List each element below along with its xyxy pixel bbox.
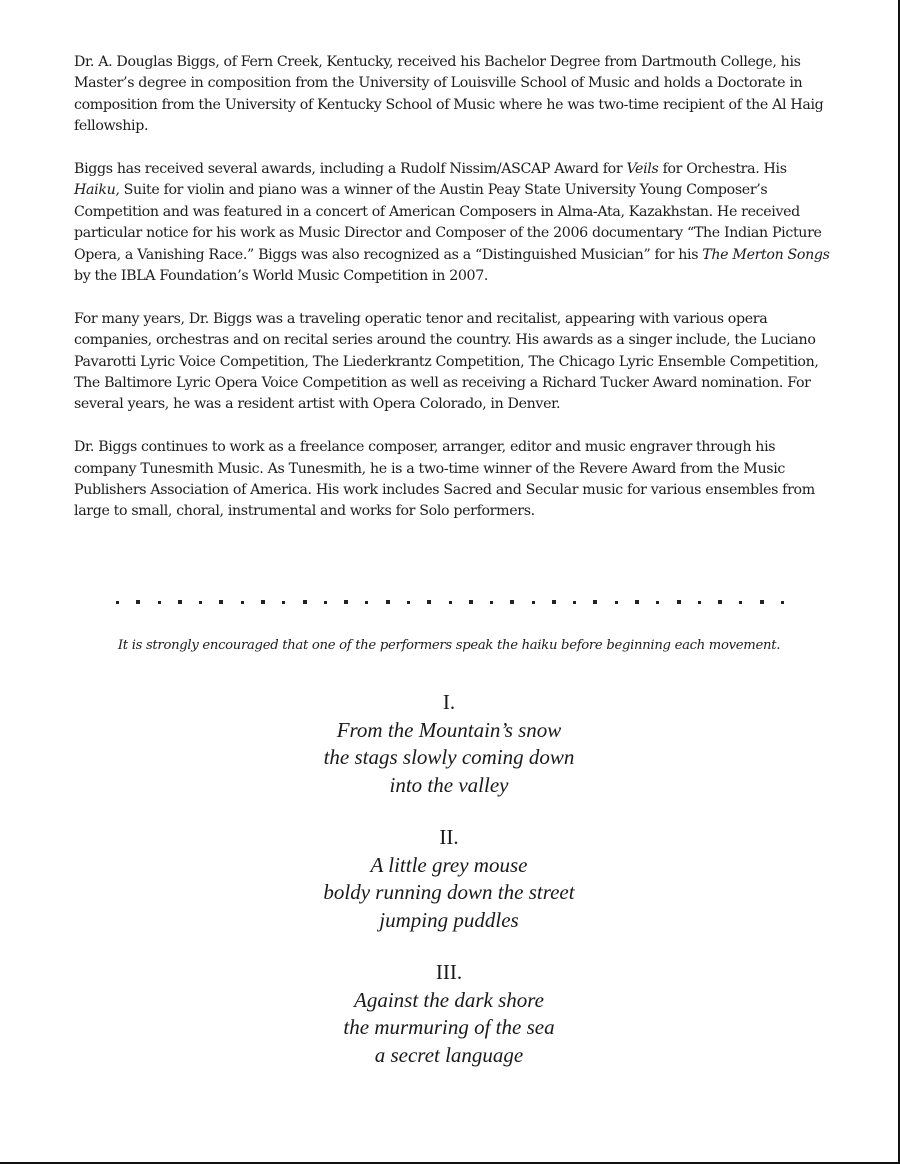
haiku-line: into the valley — [389, 772, 509, 797]
haiku-line: A little grey mouse — [370, 852, 528, 877]
haiku-line: From the Mountain’s snow — [336, 717, 562, 742]
dotted-divider — [116, 597, 784, 607]
haiku-movement-2 — [0, 824, 898, 934]
haiku-line: the murmuring of the sea — [343, 1015, 555, 1039]
awards-text-d: by the IBLA Foundation’s World Music Competition in 2007. — [74, 268, 489, 285]
haiku-line: the stags slowly coming down — [323, 745, 575, 769]
bio-paragraph-tunesmith: Dr. Biggs continues to work as a freelance composer, arranger, editor and music engraver through his company Tunesmith Music. As Tunesmith, he is a two-time winner of the Revere Award from the Music Publishers Association of America. His work includes Sacred and Secular music for various ensembles from large to small, choral, instrumental and works for Solo performers. — [74, 439, 815, 520]
performance-note: It is strongly encouraged that one of the performers speak the haiku before beginning each movement. — [117, 638, 781, 653]
biography — [74, 52, 834, 544]
awards-text-b: for Orchestra. His — [658, 161, 787, 178]
work-title-veils: Veils — [626, 161, 659, 178]
work-title-merton-songs: The Merton Songs — [702, 246, 830, 263]
haiku-movement-3 — [0, 959, 898, 1069]
haiku-line: boldy running down the street — [323, 880, 575, 904]
haiku-line: Against the dark shore — [354, 987, 544, 1012]
awards-text-a: Biggs has received several awards, including a Rudolf Nissim/ASCAP Award for — [74, 161, 627, 178]
bio-paragraph-education: Dr. A. Douglas Biggs, of Fern Creek, Kentucky, received his Bachelor Degree from Dartmouth College, his Master’s degree in composition from the University of Louisville School of Music and holds a Doctorate in composition from the University of Kentucky School of Music where he was two-time recipient of the Al Haig fellowship. — [74, 54, 824, 135]
work-title-haiku: Haiku, — [74, 182, 120, 199]
movement-numeral: III. — [435, 960, 463, 984]
haiku-line: a secret language — [374, 1042, 524, 1067]
haiku-line: jumping puddles — [379, 907, 519, 932]
bio-paragraph-singing: For many years, Dr. Biggs was a traveling operatic tenor and recitalist, appearing with various opera companies, orchestras and on recital series around the country. His awards as a singer include, the Luciano Pavarotti Lyric Voice Competition, The Liederkrantz Competition, The Chicago Lyric Ensemble Competition, The Baltimore Lyric Opera Voice Competition as well as receiving a Richard Tucker Award nomination. For several years, he was a resident artist with Opera Colorado, in Denver. — [74, 310, 819, 413]
haiku-movement-1 — [0, 689, 898, 799]
awards-text-c: Suite for violin and piano was a winner of the Austin Peay State University Young Composer’s Competition and was featured in a concert of American Composers in Alma-Ata, Kazakhstan. He received particular notice for his work as Music Director and Composer of the 2006 documentary “The Indian Picture Opera, a Vanishing Race.” Biggs was also recognized as a “Distinguished Musician” for his — [74, 182, 822, 263]
bio-paragraph-awards — [74, 159, 834, 287]
movement-numeral: I. — [442, 690, 456, 714]
movement-numeral: II. — [439, 825, 459, 849]
